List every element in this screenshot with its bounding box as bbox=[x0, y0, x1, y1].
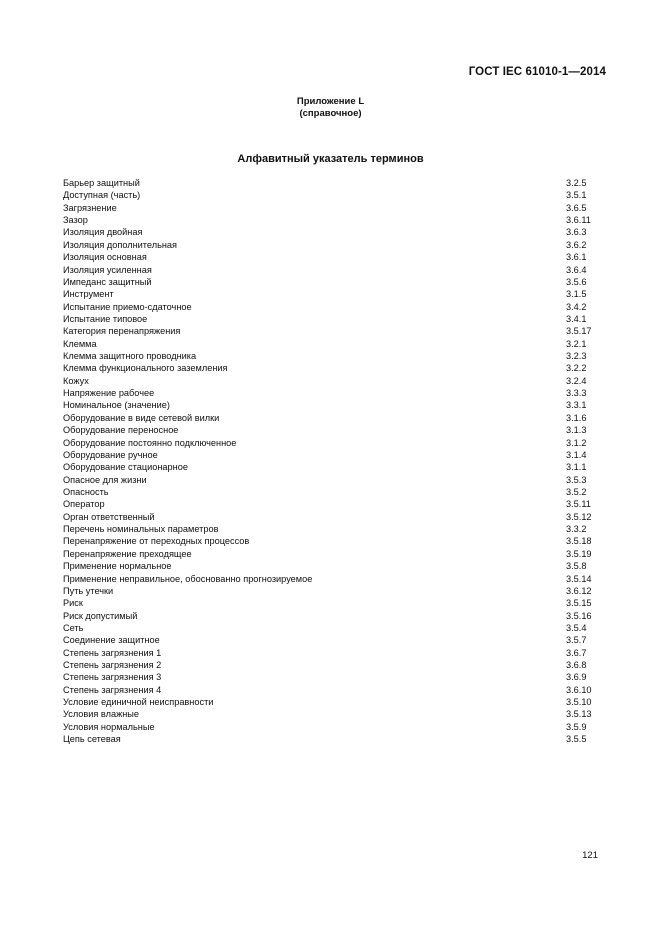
index-entry bbox=[63, 387, 603, 399]
term-name: Путь утечки bbox=[63, 585, 114, 596]
term-name: Оборудование в виде сетевой вилки bbox=[63, 412, 220, 423]
term-reference: 3.3.2 bbox=[566, 524, 587, 535]
term-reference: 3.1.2 bbox=[566, 437, 587, 448]
term-name: Риск bbox=[63, 598, 83, 609]
term-name: Соединение защитное bbox=[63, 635, 160, 646]
index-entry bbox=[63, 597, 603, 609]
index-entry bbox=[63, 671, 603, 683]
term-name: Испытание приемо-сдаточное bbox=[63, 301, 192, 312]
term-reference: 3.6.5 bbox=[566, 202, 587, 213]
page-number: 121 bbox=[582, 850, 598, 861]
term-name: Условия нормальные bbox=[63, 721, 155, 732]
term-reference: 3.2.4 bbox=[566, 375, 587, 386]
appendix-subtitle: (справочное) bbox=[299, 108, 362, 119]
term-name: Применение неправильное, обоснованно прогнозируемое bbox=[63, 573, 313, 584]
term-name: Напряжение рабочее bbox=[63, 388, 155, 399]
term-reference: 3.6.9 bbox=[566, 672, 587, 683]
index-entry bbox=[63, 548, 603, 560]
term-name: Применение нормальное bbox=[63, 561, 172, 572]
term-reference: 3.5.9 bbox=[566, 721, 587, 732]
term-reference: 3.5.4 bbox=[566, 622, 587, 633]
term-name: Степень загрязнения 1 bbox=[63, 647, 162, 658]
term-name: Оборудование ручное bbox=[63, 449, 158, 460]
index-entry bbox=[63, 461, 603, 473]
index-entry bbox=[63, 251, 603, 263]
index-entry bbox=[63, 214, 603, 226]
term-name: Загрязнение bbox=[63, 202, 117, 213]
index-entry bbox=[63, 610, 603, 622]
term-reference: 3.4.2 bbox=[566, 301, 587, 312]
term-reference: 3.6.12 bbox=[566, 585, 592, 596]
term-reference: 3.1.3 bbox=[566, 425, 587, 436]
term-reference: 3.6.2 bbox=[566, 239, 587, 250]
term-name: Оборудование постоянно подключенное bbox=[63, 437, 237, 448]
term-name: Барьер защитный bbox=[63, 178, 140, 188]
term-reference: 3.3.3 bbox=[566, 388, 587, 399]
term-reference: 3.6.1 bbox=[566, 252, 587, 263]
term-reference: 3.5.7 bbox=[566, 635, 587, 646]
term-reference: 3.5.14 bbox=[566, 573, 592, 584]
index-entry bbox=[63, 276, 603, 288]
term-reference: 3.5.11 bbox=[566, 499, 591, 510]
index-entry bbox=[63, 721, 603, 733]
index-entry bbox=[63, 301, 603, 313]
index-entry bbox=[63, 239, 603, 251]
index-entry bbox=[63, 325, 603, 337]
term-name: Перечень номинальных параметров bbox=[63, 524, 219, 535]
index-entry bbox=[63, 412, 603, 424]
term-reference: 3.5.8 bbox=[566, 561, 587, 572]
index-entry bbox=[63, 708, 603, 720]
term-reference: 3.6.8 bbox=[566, 660, 587, 671]
term-name: Сеть bbox=[63, 622, 84, 633]
index-entry bbox=[63, 288, 603, 300]
term-name: Импеданс защитный bbox=[63, 276, 152, 287]
index-entry bbox=[63, 424, 603, 436]
term-reference: 3.5.1 bbox=[566, 190, 587, 201]
term-reference: 3.6.4 bbox=[566, 264, 587, 275]
index-entry bbox=[63, 523, 603, 535]
index-entry bbox=[63, 177, 603, 189]
index-entry bbox=[63, 362, 603, 374]
term-reference: 3.5.18 bbox=[566, 536, 592, 547]
term-reference: 3.2.1 bbox=[566, 338, 587, 349]
term-reference: 3.6.10 bbox=[566, 684, 592, 695]
index-entry bbox=[63, 474, 603, 486]
term-reference: 3.5.10 bbox=[566, 697, 592, 708]
term-name: Оператор bbox=[63, 499, 105, 510]
index-entry bbox=[63, 659, 603, 671]
term-name: Цепь сетевая bbox=[63, 734, 121, 745]
index-entry bbox=[63, 696, 603, 708]
term-name: Клемма bbox=[63, 338, 97, 349]
term-name: Оборудование переносное bbox=[63, 425, 179, 436]
index-entry bbox=[63, 399, 603, 411]
index-entry bbox=[63, 647, 603, 659]
index-entry bbox=[63, 189, 603, 201]
term-reference: 3.6.11 bbox=[566, 215, 591, 226]
index-entry bbox=[63, 350, 603, 362]
term-name: Клемма функционального заземления bbox=[63, 363, 228, 374]
index-entry bbox=[63, 437, 603, 449]
term-name: Степень загрязнения 3 bbox=[63, 672, 162, 683]
term-name: Изоляция двойная bbox=[63, 227, 143, 238]
term-name: Степень загрязнения 4 bbox=[63, 684, 162, 695]
index-entry bbox=[63, 511, 603, 523]
index-entry bbox=[63, 585, 603, 597]
index-entry bbox=[63, 313, 603, 325]
appendix-title: Приложение L bbox=[296, 96, 365, 107]
term-reference: 3.6.3 bbox=[566, 227, 587, 238]
term-reference: 3.3.1 bbox=[566, 400, 587, 411]
standard-designation: ГОСТ IEC 61010-1—2014 bbox=[468, 66, 606, 78]
term-reference: 3.5.16 bbox=[566, 610, 592, 621]
term-reference: 3.5.3 bbox=[566, 474, 587, 485]
term-name: Опасное для жизни bbox=[63, 474, 147, 485]
index-entry bbox=[63, 634, 603, 646]
term-name: Оборудование стационарное bbox=[63, 462, 188, 473]
term-name: Испытание типовое bbox=[63, 313, 148, 324]
term-reference: 3.4.1 bbox=[566, 313, 587, 324]
term-name: Изоляция дополнительная bbox=[63, 239, 178, 250]
terms-index-list bbox=[63, 177, 603, 746]
term-reference: 3.2.2 bbox=[566, 363, 587, 374]
index-entry bbox=[63, 375, 603, 387]
index-entry bbox=[63, 573, 603, 585]
term-reference: 3.2.5 bbox=[566, 178, 587, 188]
index-entry bbox=[63, 498, 603, 510]
term-reference: 3.5.15 bbox=[566, 598, 592, 609]
term-reference: 3.5.2 bbox=[566, 486, 587, 497]
index-entry bbox=[63, 264, 603, 276]
term-name: Категория перенапряжения bbox=[63, 326, 181, 337]
term-name: Опасность bbox=[63, 486, 109, 497]
term-name: Доступная (часть) bbox=[63, 190, 141, 201]
index-entry bbox=[63, 733, 603, 745]
term-name: Зазор bbox=[63, 215, 88, 226]
term-name: Кожух bbox=[63, 375, 89, 386]
term-name: Степень загрязнения 2 bbox=[63, 660, 162, 671]
term-name: Изоляция основная bbox=[63, 252, 147, 263]
index-entry bbox=[63, 535, 603, 547]
index-title: Алфавитный указатель терминов bbox=[237, 153, 424, 165]
term-reference: 3.6.7 bbox=[566, 647, 587, 658]
term-name: Условие единичной неисправности bbox=[63, 697, 214, 708]
term-name: Клемма защитного проводника bbox=[63, 351, 197, 362]
term-reference: 3.5.6 bbox=[566, 276, 587, 287]
term-reference: 3.5.19 bbox=[566, 548, 592, 559]
term-reference: 3.1.5 bbox=[566, 289, 587, 300]
term-reference: 3.5.13 bbox=[566, 709, 592, 720]
term-name: Инструмент bbox=[63, 289, 114, 300]
term-reference: 3.1.4 bbox=[566, 449, 587, 460]
index-entry bbox=[63, 622, 603, 634]
index-entry bbox=[63, 486, 603, 498]
term-name: Перенапряжение преходящее bbox=[63, 548, 192, 559]
term-name: Орган ответственный bbox=[63, 511, 155, 522]
index-entry bbox=[63, 449, 603, 461]
index-entry bbox=[63, 202, 603, 214]
index-entry bbox=[63, 226, 603, 238]
term-name: Изоляция усиленная bbox=[63, 264, 152, 275]
index-entry bbox=[63, 684, 603, 696]
term-name: Условия влажные bbox=[63, 709, 140, 720]
term-reference: 3.5.17 bbox=[566, 326, 592, 337]
term-name: Номинальное (значение) bbox=[63, 400, 170, 411]
index-entry bbox=[63, 560, 603, 572]
index-entry bbox=[63, 338, 603, 350]
appendix-heading bbox=[0, 96, 661, 120]
term-reference: 3.5.5 bbox=[566, 734, 587, 745]
term-reference: 3.5.12 bbox=[566, 511, 592, 522]
term-reference: 3.1.1 bbox=[566, 462, 587, 473]
term-name: Перенапряжение от переходных процессов bbox=[63, 536, 250, 547]
term-reference: 3.1.6 bbox=[566, 412, 587, 423]
term-name: Риск допустимый bbox=[63, 610, 138, 621]
term-reference: 3.2.3 bbox=[566, 351, 587, 362]
